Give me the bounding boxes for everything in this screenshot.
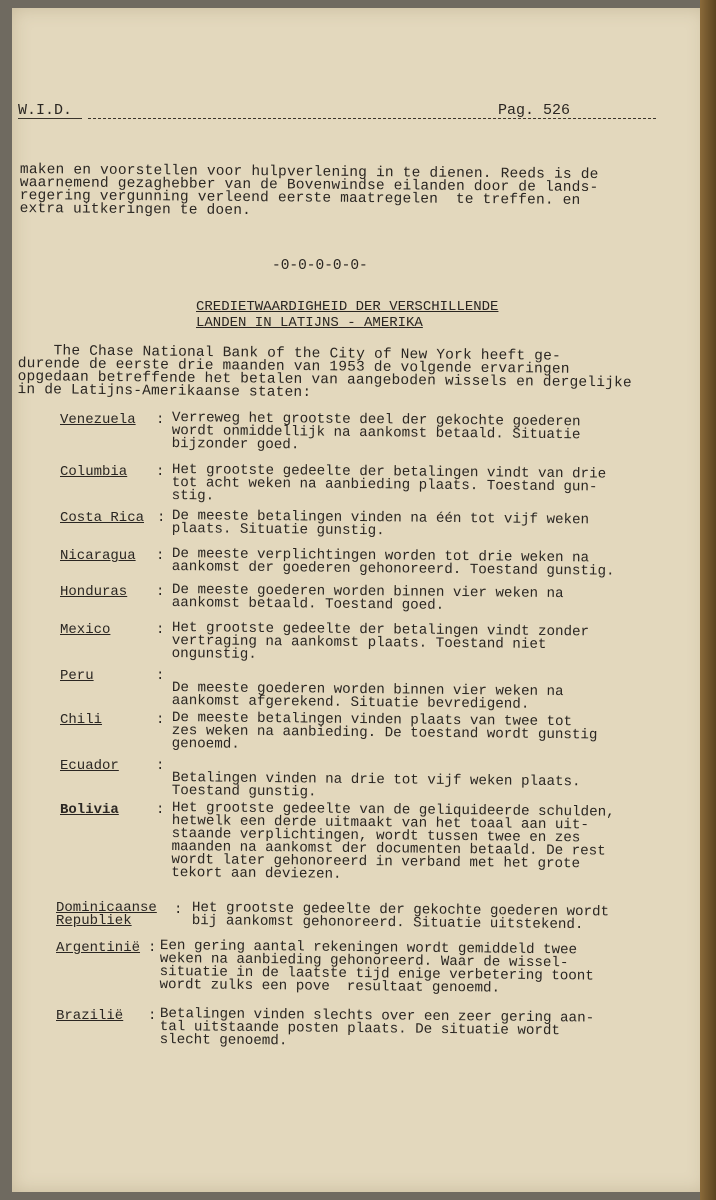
header-dashed-rule: [88, 118, 656, 119]
country-description: Betalingen vinden na drie tot vijf weken plaats. Toestand gunstig.: [171, 770, 581, 801]
country-name: Dominicaanse Republiek: [56, 900, 157, 929]
country-description: Het grootste gedeelte der gekochte goederen wordt bij aankomst gehonoreerd. Situatie uitstekend.: [191, 900, 610, 934]
country-description: De meeste goederen worden binnen vier weken na aankomst betaald. Toestand goed.: [171, 582, 564, 614]
section-intro: The Chase National Bank of the City of New York heeft ge- durende de eerste drie maanden van 1953 de volgende ervaringen opgedaan betreffende het betalen van aangeboden wissels en dergelijke in de Latijns-Amerikaanse staten:: [17, 343, 632, 402]
country-description: De meeste verplichtingen worden tot drie weken na aankomst der goederen gehonoreerd. Toestand gunstig.: [171, 546, 615, 580]
country-name: Bolivia: [60, 802, 119, 818]
country-description: Het grootste gedeelte der betalingen vindt van drie tot acht weken na aanbieding plaats. Toestand gun- stig.: [171, 462, 607, 505]
country-description: Het grootste gedeelte van de geliquideerde schulden, hetwelk een derde uitmaakt van het toaal aan uit- staande verplichtingen, wordt tussen twee en zes maanden na aankomst der documenten betaald. De rest wordt later gehonoreerd in verband met het grote tekort aan deviezen.: [171, 800, 615, 883]
country-description: De meeste betalingen vinden na één tot vijf weken plaats. Situatie gunstig.: [171, 508, 590, 540]
colon-mark: :: [156, 622, 165, 638]
country-description: De meeste goederen worden binnen vier weken na aankomst afgerekend. Situatie bevredigend.: [171, 680, 564, 713]
country-name: Brazilië: [56, 1008, 124, 1024]
section-separator: -0-0-0-0-0-: [272, 258, 368, 274]
header-underline: [18, 118, 82, 119]
country-description: Een gering aantal rekeningen wordt gemiddeld twee weken na aanbieding gehonoreerd. Waar de wissel- situatie in de laatste tijd enige verbetering toont wordt zulks een pove resultaat genoemd.: [159, 938, 594, 997]
colon-mark: :: [148, 940, 157, 956]
country-description: De meeste betalingen vinden plaats van twee tot zes weken na aanbieding. De toestand wordt gunstig genoemd.: [171, 710, 598, 753]
colon-mark: :: [156, 412, 165, 428]
colon-mark: :: [157, 510, 166, 526]
header-source: W.I.D.: [18, 102, 73, 119]
colon-mark: :: [156, 584, 165, 600]
intro-paragraph: maken en voorstellen voor hulpverlening in te dienen. Reeds is de waarnemend gezaghebber van de Bovenwindse eilanden door de lands- regering vergunning verleend eerste maatregelen te treffen. en extra uitkeringen te doen.: [19, 162, 599, 220]
colon-mark: :: [156, 464, 165, 480]
section-title-line2: LANDEN IN LATIJNS - AMERIKA: [196, 315, 423, 331]
country-name: Honduras: [60, 584, 128, 600]
book-binding-edge: [700, 0, 716, 1200]
country-description: Verreweg het grootste deel der gekochte goederen wordt onmiddellijk na aankomst betaald. Situatie bijzonder goed.: [171, 410, 581, 454]
country-description: Betalingen vinden slechts over een zeer gering aan- tal uitstaande posten plaats. De situatie wordt slecht genoemd.: [159, 1006, 595, 1050]
colon-mark: :: [156, 802, 165, 818]
country-name: Venezuela: [60, 412, 136, 428]
country-name: Nicaragua: [60, 548, 136, 564]
country-name: Ecuador: [60, 758, 119, 774]
country-name: Costa Rica: [60, 510, 145, 526]
country-name: Mexico: [60, 622, 111, 638]
country-name: Chili: [60, 712, 103, 728]
colon-mark: :: [156, 758, 165, 774]
country-name: Peru: [60, 668, 94, 684]
country-description: Het grootste gedeelte der betalingen vindt zonder vertraging na aankomst plaats. Toestand niet ongunstig.: [171, 620, 590, 663]
colon-mark: :: [156, 712, 165, 728]
section-title: [196, 300, 536, 330]
colon-mark: :: [156, 548, 165, 564]
country-name: Argentinië: [56, 940, 141, 956]
colon-mark: :: [174, 902, 183, 918]
section-title-line1: CREDIETWAARDIGHEID DER VERSCHILLENDE: [196, 299, 499, 315]
colon-mark: :: [156, 668, 165, 684]
page-header: [18, 102, 654, 122]
page-number: Pag. 526: [498, 102, 571, 119]
colon-mark: :: [148, 1008, 157, 1024]
country-name: Columbia: [60, 464, 128, 480]
